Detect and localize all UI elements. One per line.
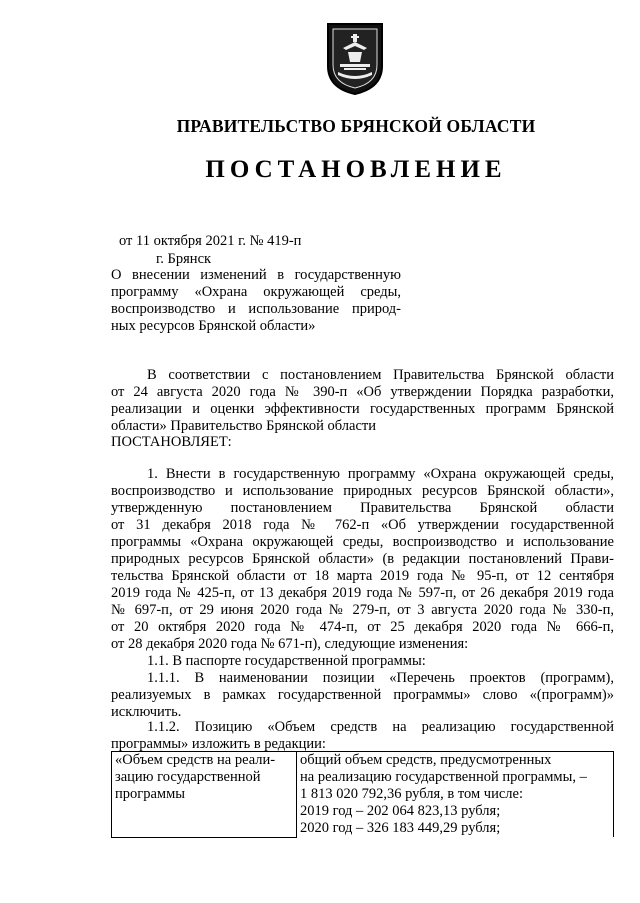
item-1-line: программы «Охрана окружающей среды, воспроизводство и использование <box>111 534 614 550</box>
item-1-1-1-paragraph <box>111 670 614 721</box>
resolves-word: ПОСТАНОВЛЯЕТ: <box>111 434 232 450</box>
subject-line: программу «Охрана окружающей среды, <box>111 284 401 300</box>
item-1-paragraph <box>111 466 614 653</box>
preamble-line: области» Правительство Брянской области <box>111 418 376 434</box>
item-1-line: от 28 декабря 2020 года № 671-п), следующие изменения: <box>111 636 469 652</box>
item-1-1-2-line: программы» изложить в редакции: <box>111 736 326 752</box>
item-1-line: от 31 декабря 2018 года № 762-п «Об утверждении государственной <box>111 517 614 533</box>
table-cell-line: зацию государственной <box>115 769 261 785</box>
item-1-1-2-line: 1.1.2. Позицию «Объем средств на реализацию государственной <box>147 719 614 735</box>
subject-block <box>111 267 401 335</box>
subject-line: О внесении изменений в государственную <box>111 267 401 283</box>
table-cell-line: на реализацию государственной программы, – <box>300 769 587 785</box>
preamble-line: В соответствии с постановлением Правительства Брянской области <box>147 367 614 383</box>
item-1-1-1-line: исключить. <box>111 704 182 720</box>
document-type-title: ПОСТАНОВЛЕНИЕ <box>205 156 507 183</box>
table-cell-line: программы <box>115 786 185 802</box>
item-1-1-1-line: 1.1.1. В наименовании позиции «Перечень проектов (программ), <box>147 670 614 686</box>
date-number-line: от 11 октября 2021 г. № 419-п <box>119 233 302 249</box>
item-1-line: № 697-п, от 29 июня 2020 года № 279-п, от 3 августа 2020 года № 330-п, <box>111 602 614 618</box>
item-1-1-line: 1.1. В паспорте государственной программы: <box>147 653 426 669</box>
table-cell-content <box>297 752 614 838</box>
item-1-line: тельства Брянской области от 18 марта 2019 года № 95-п, от 12 сентября <box>111 568 614 584</box>
table-cell-line: 2019 год – 202 064 823,13 рубля; <box>300 803 501 819</box>
preamble-line: от 24 августа 2020 года № 390-п «Об утверждении Порядка разработки, <box>111 384 614 400</box>
subject-line: воспроизводство и использование природ- <box>111 301 401 317</box>
item-1-line: 1. Внести в государственную программу «Охрана окружающей среды, <box>147 466 614 482</box>
table-cell-line: общий объем средств, предусмотренных <box>300 752 552 768</box>
item-1-line: утвержденную постановлением Правительства Брянской области <box>111 500 614 516</box>
preamble-paragraph <box>111 367 614 435</box>
item-1-line: природных ресурсов Брянской области» (в редакции постановлений Прави- <box>111 551 614 567</box>
item-1-line: от 20 октября 2020 года № 474-п, от 25 декабря 2020 года № 666-п, <box>111 619 614 635</box>
item-1-1-1-line: реализуемых в рамках государственной программы» слово «(программ)» <box>111 687 614 703</box>
table-cell-position <box>112 752 297 838</box>
item-1-line: воспроизводство и использование природных ресурсов Брянской области», <box>111 483 614 499</box>
item-1-1-2-paragraph <box>111 719 614 753</box>
budget-table <box>111 751 614 838</box>
table-cell-line: 2020 год – 326 183 449,29 рубля; <box>300 820 501 836</box>
item-1-line: 2019 года № 425-п, от 13 декабря 2019 года № 597-п, от 26 декабря 2019 года <box>111 585 614 601</box>
subject-line: ных ресурсов Брянской области» <box>111 318 316 334</box>
preamble-line: реализации и оценки эффективности государственных программ Брянской <box>111 401 614 417</box>
bryansk-coat-of-arms-icon <box>326 22 384 96</box>
city-line: г. Брянск <box>156 251 212 267</box>
government-title: ПРАВИТЕЛЬСТВО БРЯНСКОЙ ОБЛАСТИ <box>176 116 536 136</box>
table-cell-line: 1 813 020 792,36 рубля, в том числе: <box>300 786 523 802</box>
table-cell-line: «Объем средств на реали- <box>115 752 276 768</box>
table-row <box>112 752 614 838</box>
